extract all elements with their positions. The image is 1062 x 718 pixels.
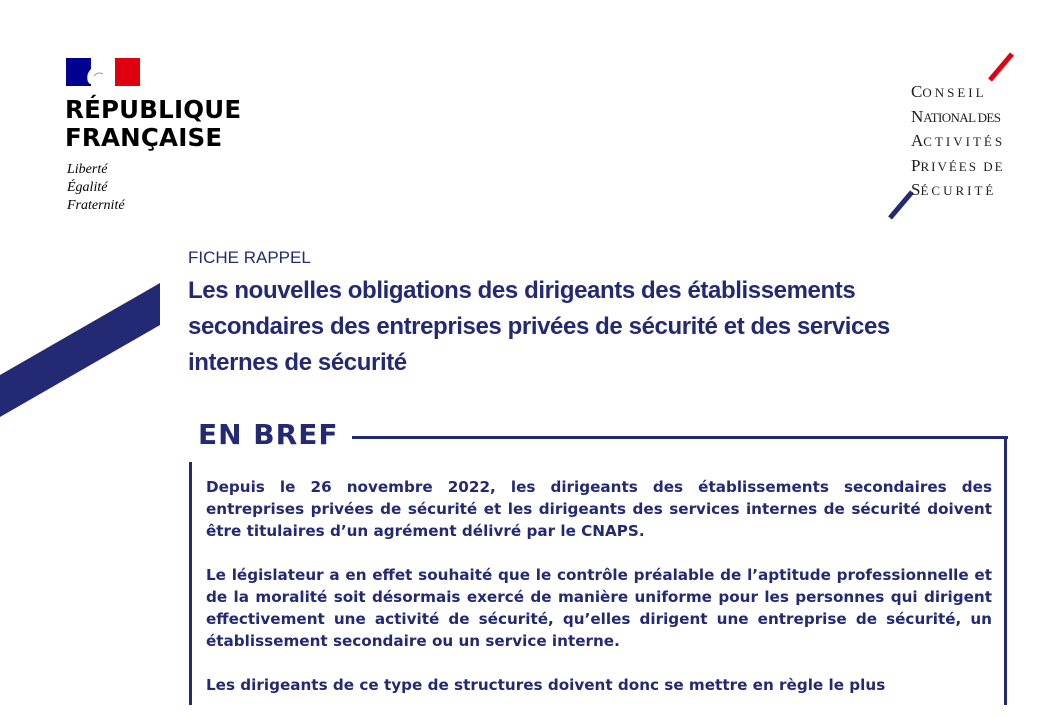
document-title	[188, 273, 978, 381]
title-line-3: internes de sécurité	[188, 349, 407, 376]
devise-liberte: Liberté	[67, 162, 108, 177]
devise-egalite: Égalité	[67, 180, 108, 195]
republique-francaise-wordmark	[65, 96, 241, 152]
decorative-band	[0, 275, 170, 425]
en-bref-border-top	[352, 436, 1008, 439]
title-line-2: secondaires des entreprises privées de sécurité et des services	[188, 313, 890, 340]
en-bref-body	[206, 476, 992, 718]
cnaps-line-5: SÉCURITÉ	[911, 180, 997, 199]
en-bref-paragraph-3: Les dirigeants de ce type de structures doivent donc se mettre en règle le plus	[206, 676, 886, 694]
en-bref-heading: EN BREF	[198, 418, 339, 451]
en-bref-paragraph-1: Depuis le 26 novembre 2022, les dirigeants des établissements secondaires des entreprises privées de sécurité et les dirigeants des services internes de sécurité doivent être titulaires d’un agrément délivré par le CNAPS.	[206, 478, 992, 540]
cnaps-line-1: CONSEIL	[911, 82, 987, 101]
devise	[67, 161, 125, 215]
cnaps-line-3: ACTIVITÉS	[911, 131, 1006, 150]
en-bref-border-left	[189, 462, 192, 705]
cnaps-line-4: PRIVÉES DE	[911, 155, 1005, 175]
cnaps-logo-text	[911, 80, 1005, 203]
document-kicker: FICHE RAPPEL	[188, 248, 311, 267]
en-bref-border-right	[1004, 436, 1007, 705]
title-line-1: Les nouvelles obligations des dirigeants des établissements	[188, 277, 856, 304]
wordmark-line-1: RÉPUBLIQUE	[65, 95, 242, 124]
devise-fraternite: Fraternité	[67, 198, 125, 213]
en-bref-paragraph-2: Le législateur a en effet souhaité que le contrôle préalable de l’aptitude professionnelle et de la moralité soit désormais exercé de manière uniforme pour les personnes qui dirigent effectivement une activité de sécurité, qu’elles dirigent une entreprise de sécurité, un établissement secondaire ou un service interne.	[206, 566, 992, 650]
wordmark-line-2: FRANÇAISE	[65, 123, 223, 152]
marianne-logo	[66, 58, 140, 86]
cnaps-line-2: NATIONAL DES	[911, 106, 1001, 126]
